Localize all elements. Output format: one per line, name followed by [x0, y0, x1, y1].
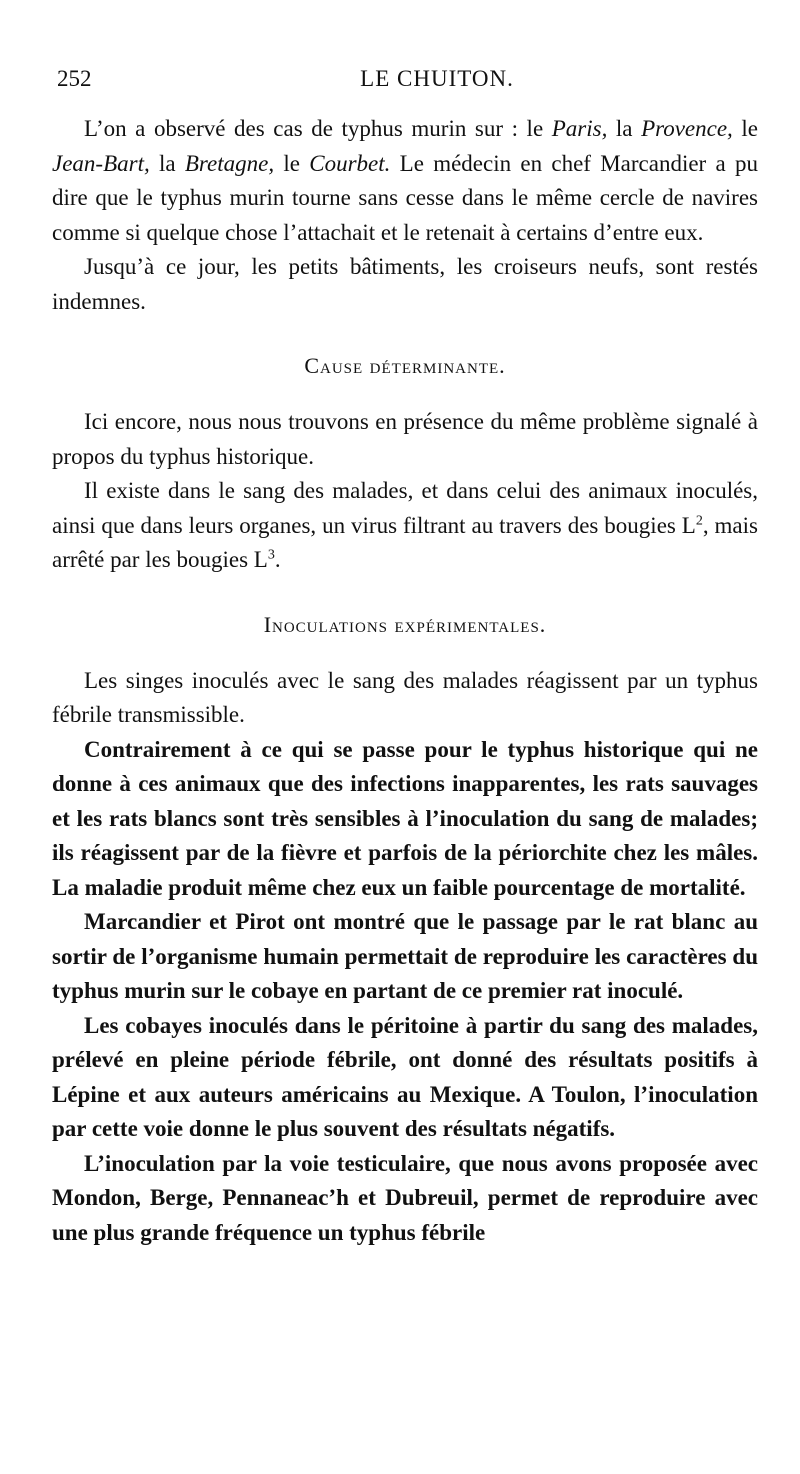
ship-name: Courbet.	[309, 150, 391, 176]
text-run: L’on a observé des cas de typhus murin sur : le	[84, 116, 552, 141]
text-run: , mais arrêté par les bougies L	[52, 512, 758, 572]
ship-name: Paris,	[551, 116, 608, 141]
text-run: .	[274, 547, 281, 572]
paragraph-testiculaire	[52, 1147, 758, 1251]
text-run: Ici encore, nous nous trouvons en présence du même problème signalé à propos du typhus historique.	[52, 409, 758, 469]
ship-name: Provence,	[641, 116, 733, 141]
text-run: Marcandier et Pirot ont montré que le passage par le rat blanc au sortir de l’organisme humain permettait de reproduire les caractères du typhus murin sur le cobaye en partant de ce premier rat inoculé.	[52, 909, 758, 1003]
text-run: Il existe dans le sang des malades, et dans celui des animaux inoculés, ainsi que dans leurs organes, un virus filtrant au travers des bougies L	[52, 478, 758, 538]
text-run: Contrairement à ce qui se passe pour le typhus historique qui ne donne à ces animaux que des infections inapparentes, les rats sauvages et les rats blancs sont très sensibles à l’inoculation du sang de malades; ils réagissent par de la fièvre et parfois de la périorchite chez les mâles. La maladie produit même chez eux un faible pourcentage de mortalité.	[52, 736, 758, 900]
page-number: 252	[57, 66, 92, 91]
paragraph-cobayes	[52, 1009, 758, 1147]
text-run: Les singes inoculés avec le sang des malades réagissent par un typhus fébrile transmissible.	[52, 667, 758, 727]
section-title-cause-text: Cause déterminante.	[304, 353, 506, 378]
paragraph-ships	[52, 112, 758, 250]
paragraph-monkeys	[52, 664, 758, 733]
paragraph-marcandier	[52, 905, 758, 1009]
running-head	[57, 62, 757, 96]
ship-name: Jean-Bart,	[52, 150, 150, 176]
paragraph-virus	[52, 474, 758, 578]
section-title-cause	[52, 351, 758, 381]
text-run: le	[732, 116, 758, 141]
text-run: le	[274, 150, 310, 176]
ship-name: Bretagne,	[184, 150, 275, 176]
text-run: la	[149, 150, 185, 176]
text-run: Les cobayes inoculés dans le péritoine à partir du sang des malades, prélevé en pleine période fébrile, ont donné des résultats positifs à Lépine et aux auteurs américains au Mexique. A Toulon, l’inoculation par cette voie donne le plus souvent des résultats négatifs.	[52, 1012, 758, 1141]
text-run: Le médecin en chef Marcandier a pu dire que le typhus murin tourne sans cesse dans le même cercle de navires comme si quelque chose l’attachait et le retenait à certains d’entre eux.	[52, 150, 758, 245]
section-title-inoculations-text: Inoculations expérimentales.	[263, 611, 547, 637]
running-title: LE CHUITON.	[360, 66, 514, 91]
superscript: 2	[695, 512, 703, 528]
paragraph-problem	[52, 405, 758, 474]
paragraph-small-ships	[52, 250, 758, 319]
text-run: Jusqu’à ce jour, les petits bâtiments, les croiseurs neufs, sont restés indemnes.	[52, 254, 758, 314]
paragraph-rats	[52, 733, 758, 906]
section-title-inoculations	[52, 610, 758, 640]
superscript: 3	[267, 547, 275, 563]
body-text	[52, 112, 758, 1250]
text-run: la	[607, 116, 642, 141]
text-run: L’inoculation par la voie testiculaire, que nous avons proposée avec Mondon, Berge, Pennaneac’h et Dubreuil, permet de reproduire avec une plus grande fréquence un typhus fébrile	[52, 1150, 758, 1245]
